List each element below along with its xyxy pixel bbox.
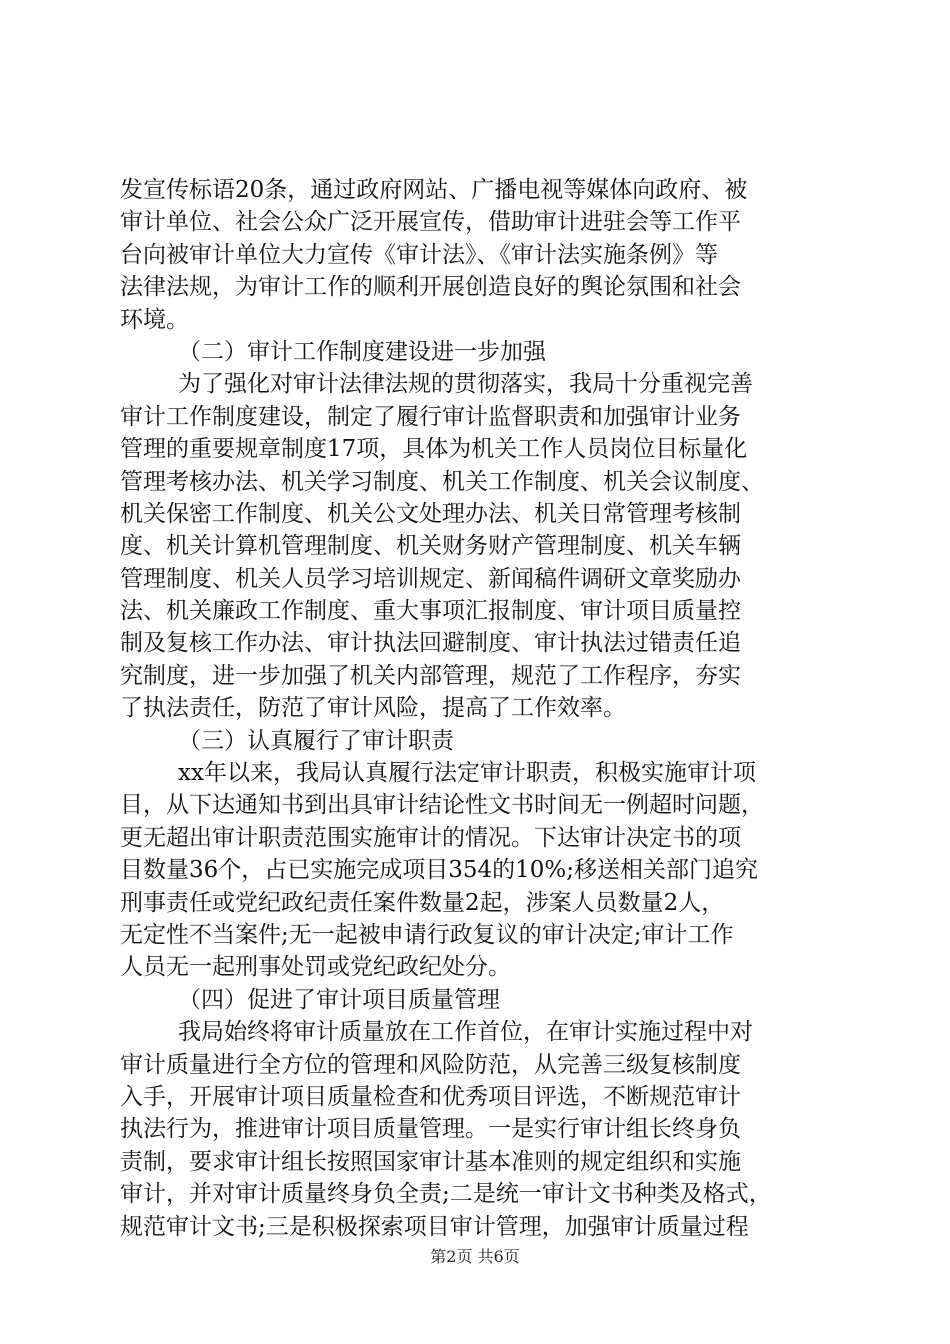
body-line: 目数量36个，占已实施完成项目354的10%;移送相关部门追究 — [120, 857, 759, 884]
body-line: 制及复核工作办法、审计执法回避制度、审计执法过错责任追 — [120, 630, 741, 657]
body-line: 审计单位、社会公众广泛开展宣传，借助审计进驻会等工作平 — [120, 209, 741, 236]
body-line: 管理制度、机关人员学习培训规定、新闻稿件调研文章奖励办 — [120, 565, 741, 592]
body-line: 责制，要求审计组长按照国家审计基本准则的规定组织和实施 — [120, 1148, 741, 1175]
body-line: 审计工作制度建设，制定了履行审计监督职责和加强审计业务 — [120, 403, 741, 430]
body-line: 了执法责任，防范了审计风险，提高了工作效率。 — [120, 695, 626, 722]
body-line: 入手，开展审计项目质量检查和优秀项目评选，不断规范审计 — [120, 1083, 741, 1110]
page-number-footer: 第2页 共6页 — [430, 1247, 520, 1266]
body-line: 审计，并对审计质量终身负全责;二是统一审计文书种类及格式， — [120, 1181, 772, 1208]
body-line: 环境。 — [120, 306, 189, 333]
body-line: 管理考核办法、机关学习制度、机关工作制度、机关会议制度、 — [120, 468, 764, 495]
body-line: 度、机关计算机管理制度、机关财务财产管理制度、机关车辆 — [120, 533, 741, 560]
body-line: 机关保密工作制度、机关公文处理办法、机关日常管理考核制 — [120, 500, 741, 527]
body-line: 我局始终将审计质量放在工作首位，在审计实施过程中对 — [178, 1019, 753, 1046]
document-body — [120, 174, 838, 1243]
body-line: 为了强化对审计法律法规的贯彻落实，我局十分重视完善 — [178, 371, 753, 398]
body-line: xx年以来，我局认真履行法定审计职责，积极实施审计项 — [178, 760, 756, 787]
body-line: 更无超出审计职责范围实施审计的情况。下达审计决定书的项 — [120, 824, 741, 851]
body-line: 目，从下达通知书到出具审计结论性文书时间无一例超时问题， — [120, 792, 764, 819]
section-heading: （二）审计工作制度建设进一步加强 — [178, 338, 546, 365]
body-line: 规范审计文书;三是积极探索项目审计管理，加强审计质量过程 — [120, 1213, 749, 1240]
body-line: 法、机关廉政工作制度、重大事项汇报制度、审计项目质量控 — [120, 598, 741, 625]
section-heading: （四）促进了审计项目质量管理 — [178, 986, 500, 1013]
section-heading: （三）认真履行了审计职责 — [178, 727, 454, 754]
body-line: 审计质量进行全方位的管理和风险防范，从完善三级复核制度 — [120, 1051, 741, 1078]
body-line: 无定性不当案件;无一起被申请行政复议的审计决定;审计工作 — [120, 921, 734, 948]
body-line: 法律法规，为审计工作的顺利开展创造良好的舆论氛围和社会 — [120, 274, 741, 301]
body-line: 执法行为，推进审计项目质量管理。一是实行审计组长终身负 — [120, 1116, 741, 1143]
body-line: 管理的重要规章制度17项，具体为机关工作人员岗位目标量化 — [120, 436, 748, 463]
body-line: 发宣传标语20条，通过政府网站、广播电视等媒体向政府、被 — [120, 177, 748, 203]
body-line: 台向被审计单位大力宣传《审计法》、《审计法实施条例》等 — [120, 241, 718, 268]
body-line: 究制度，进一步加强了机关内部管理，规范了工作程序，夯实 — [120, 662, 741, 689]
body-line: 人员无一起刑事处罚或党纪政纪处分。 — [120, 954, 511, 981]
body-line: 刑事责任或党纪政纪责任案件数量2起，涉案人员数量2人， — [120, 889, 725, 916]
